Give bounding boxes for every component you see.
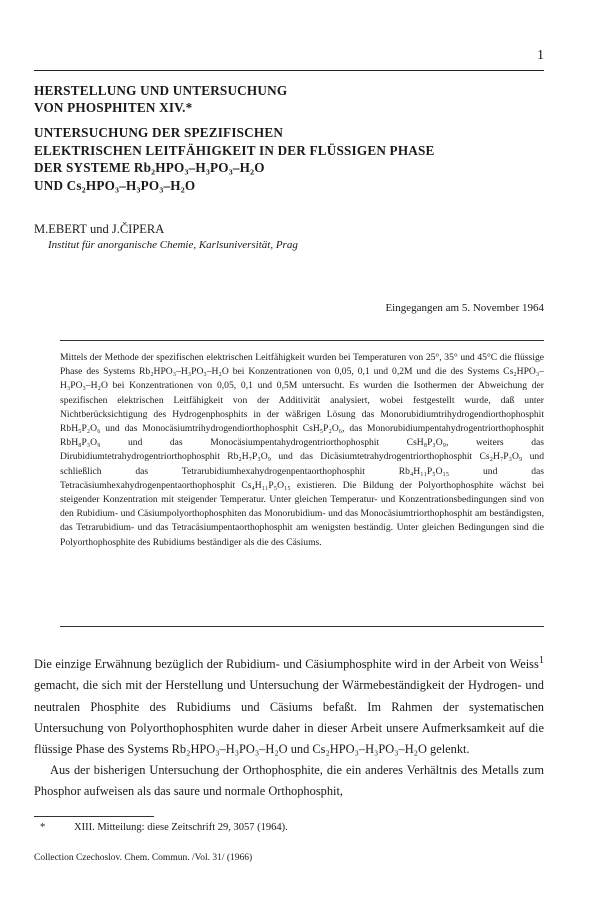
subtitle-line: UNTERSUCHUNG DER SPEZIFISCHEN	[34, 125, 284, 140]
body-text-span: Die einzige Erwähnung bezüglich der Rubidium- und Cäsiumphosphite wird in der Arbeit von Weiss	[34, 657, 539, 672]
affiliation: Institut für anorganische Chemie, Karlsuniversität, Prag	[48, 239, 298, 251]
header-rule	[34, 70, 544, 71]
title-line: VON PHOSPHITEN XIV.*	[34, 100, 193, 115]
abstract-bottom-rule	[60, 626, 544, 627]
footnote-text: XIII. Mitteilung: diese Zeitschrift 29, 3057 (1964).	[74, 822, 288, 833]
reference-marker: 1	[538, 655, 544, 666]
body-text	[34, 650, 544, 803]
abstract: Mittels der Methode der spezifischen elektrischen Leitfähigkeit wurden bei Temperaturen von 25°, 35° und 45°C die flüssige Phase des Systems Rb₂HPO₃–H₃PO₃–H₂O bei Konzentrationen von 0,05, 0,1 und 0,2M und die des Systems Cs₂HPO₃–H₃PO₃–H₂O bei Konzentrationen von 0,05, 0,1 und 0,5M untersucht. Es wurden die Isothermen der Abweichung der spezifischen elektrischen Leitfähigkeit von der Additivität analysiert, wobei festgestellt wurde, daß unter Nichtberücksichtigung des Hydrogenphosphits in der wäßrigen Lösung das Monorubidiumtrihydrogendiorthophosphit RbH₅P₂O₆ und das Monocäsiumtrihydrogendiorthophosphit CsH₅P₂O₆, das Monorubidiumpentahydrogentriorthophosphit RbH₈P₃O₉ und das Monocäsiumpentahydrogentriorthophosphit CsH₈P₃O₉, weiters das Dirubidiumtetrahydrogentriorthophosphit Rb₂H₇P₃O₉ und das Dicäsiumtetrahydrogentriorthophosphit Cs₂H₇P₃O₉ und schließlich das Tetrarubidiumhexahydrogenpentaorthophosphit Rb₄H₁₁P₅O₁₅ und das Tetracäsiumhexahydrogenpentaorthophosphit Cs₄H₁₁P₅O₁₅ existieren. Die Bildung der Polyorthophosphite wächst bei steigender Konzentration mit steigender Temperatur. Unter gleichen Temperatur- und Konzentrationsbedingungen sind von den Rubidium- und Cäsiumpolyorthophosphiten das Monorubidium- und das Monocäsiumtriorthophosphit am beständigsten, das Tetrarubidium- und das Tetracäsiumpentaorthophosphit am wenigsten beständig. Unter gleichen Bedingungen sind die Polyorthophosphite des Rubidiums beständiger als die des Cäsiums.	[60, 352, 544, 548]
authors: M.EBERT und J.ČIPERA	[34, 222, 165, 236]
footnote	[40, 822, 288, 833]
page-number: 1	[537, 48, 544, 63]
abstract-top-rule	[60, 340, 544, 341]
title-line: HERSTELLUNG UND UNTERSUCHUNG	[34, 83, 288, 98]
received-date: Eingegangen am 5. November 1964	[385, 302, 544, 314]
subtitle-line: UND Cs₂HPO₃–H₃PO₃–H₂O	[34, 177, 196, 193]
subtitle-line: ELEKTRISCHEN LEITFÄHIGKEIT IN DER FLÜSSIGEN PHASE	[34, 142, 435, 158]
paper-subtitle	[34, 124, 564, 194]
paper-title	[34, 82, 554, 116]
body-paragraph: Aus der bisherigen Untersuchung der Orthophosphite, die ein anderes Verhältnis des Metalls zum Phosphor aufweisen als das saure und normale Orthophosphit,	[34, 763, 544, 799]
subtitle-line: DER SYSTEME Rb₂HPO₃–H₃PO₃–H₂O	[34, 160, 265, 175]
journal-citation: Collection Czechoslov. Chem. Commun. /Vol. 31/ (1966)	[34, 853, 253, 863]
footnote-rule	[34, 816, 154, 817]
body-text-span: gemacht, die sich mit der Herstellung und Untersuchung der Wärmebeständigkeit der Hydrogen- und neutralen Phosphite des Rubidiums und Cäsiums befaßt. Im Rahmen der systematischen Untersuchung von Polyorthophosphiten wurde daher in dieser Arbeit unsere Aufmerksamkeit auf die flüssige Phase des Systems Rb₂HPO₃–H₃PO₃–H₂O und Cs₂HPO₃–H₃PO₃–H₂O gelenkt.	[34, 678, 544, 756]
footnote-marker: *	[40, 822, 46, 833]
body-paragraph	[34, 650, 544, 760]
